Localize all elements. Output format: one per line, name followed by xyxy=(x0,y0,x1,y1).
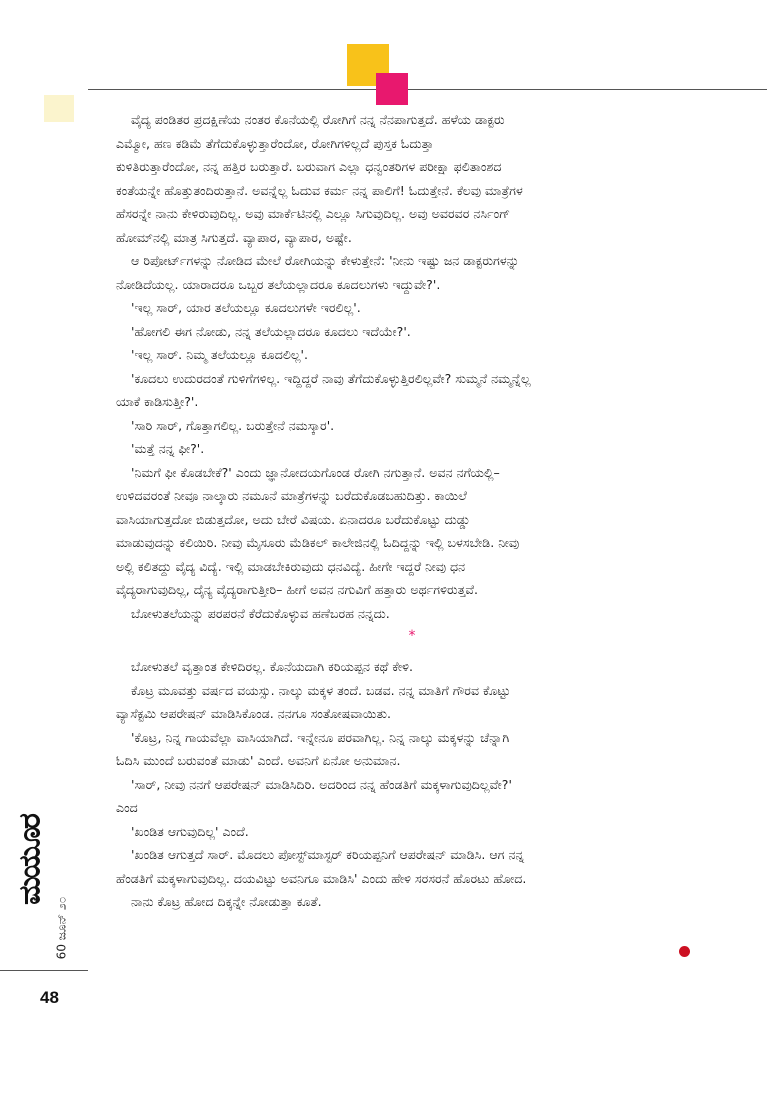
end-mark-dot xyxy=(679,946,690,957)
text-line: ಬೋಳುತಲೆಯನ್ನು ಪರಪರನೆ ಕೆರೆದುಕೊಳ್ಳುವ ಹಣೆಬರಹ ನನ್ನದು. xyxy=(131,605,390,621)
header-rule xyxy=(88,89,767,90)
text-line: ಎಮ್ಮೋ, ಹಣ ಕಡಿಮೆ ತೆಗೆದುಕೊಳ್ಳುತ್ತಾರೆಂದೋ, ರೋಗಿಗಳಿಲ್ಲದೆ ಪುಸ್ತಕ ಓದುತ್ತಾ xyxy=(116,135,434,151)
text-line: ಮಾಡುವುದನ್ನು ಕಲಿಯಿರಿ. ನೀವು ಮೈಸೂರು ಮೆಡಿಕಲ್ ಕಾಲೇಜಿನಲ್ಲಿ ಓದಿದ್ದನ್ನು ಇಲ್ಲಿ ಬಳಸಬೇಡಿ. ನೀವು xyxy=(116,535,520,550)
text-line: 'ಖಂಡಿತ ಆಗುವುದಿಲ್ಲ' ಎಂದೆ. xyxy=(131,823,249,839)
text-line: ಕೊಟ್ರ ಮೂವತ್ತು ವರ್ಷದ ವಯಸ್ಸು. ನಾಲ್ಕು ಮಕ್ಕಳ ತಂದೆ. ಬಡವ. ನನ್ನ ಮಾತಿಗೆ ಗೌರವ ಕೊಟ್ಟು xyxy=(131,682,511,698)
text-line: 'ಸಾರ್, ನೀವು ನನಗೆ ಆಪರೇಷನ್ ಮಾಡಿಸಿದಿರಿ. ಅದರಿಂದ ನನ್ನ ಹೆಂಡತಿಗೆ ಮಕ್ಕಳಾಗುವುದಿಲ್ಲವೇ?' xyxy=(131,776,512,792)
text-line: ಹೋಮ್‌ನಲ್ಲಿ ಮಾತ್ರ ಸಿಗುತ್ತದೆ. ವ್ಯಾಪಾರ, ವ್ಯಾಪಾರ, ಅಷ್ಟೇ. xyxy=(116,229,352,245)
text-line: ವ್ಯಾಸೆಕ್ಟಮಿ ಆಪರೇಷನ್ ಮಾಡಿಸಿಕೊಂಡ. ನನಗೂ ಸಂತೋಷವಾಯಿತು. xyxy=(116,706,392,721)
text-line: 'ಕೂದಲು ಉದುರದಂತೆ ಗುಳಿಗೆಗಳಿಲ್ಲ. ಇದ್ದಿದ್ದರೆ ನಾವು ತೆಗೆದುಕೊಳ್ಳುತ್ತಿರಲಿಲ್ಲವೇ? ಸುಮ್ಮನೆ ನಮ್ಮನ್ನೆಲ್ಲ xyxy=(131,370,531,386)
text-line: ಓದಿಸಿ ಮುಂದೆ ಬರುವಂತೆ ಮಾಡು' ಎಂದೆ. ಅವನಿಗೆ ಏನೋ ಅನುಮಾನ. xyxy=(116,753,401,768)
magazine-brand: ಮಯೂರ xyxy=(12,815,48,905)
text-line: 'ಇಲ್ಲ ಸಾರ್. ನಿಮ್ಮ ತಲೆಯಲ್ಲೂ ಕೂದಲಿಲ್ಲ'. xyxy=(131,347,308,362)
page-number: 48 xyxy=(40,988,59,1007)
text-line: ಬೋಳುತಲೆ ವೃತ್ತಾಂತ ಕೇಳಿದಿರಲ್ಲ. ಕೊನೆಯದಾಗಿ ಕರಿಯಪ್ಪನ ಕಥೆ ಕೇಳಿ. xyxy=(131,659,413,674)
text-line: ನೋಡಿದೆಯಲ್ಲ. ಯಾರಾದರೂ ಒಬ್ಬರ ತಲೆಯಲ್ಲಾದರೂ ಕೂದಲುಗಳು ಇದ್ದುವೇ?'. xyxy=(116,276,441,292)
decor-square-pink xyxy=(376,73,408,105)
issue-label: 60 ಜೂನ್ ೨೦ xyxy=(54,896,69,960)
article-body xyxy=(116,108,696,914)
text-line: ಕುಳಿತಿರುತ್ತಾರೆಂದೋ, ನನ್ನ ಹತ್ತಿರ ಬರುತ್ತಾರೆ. ಬರುವಾಗ ಎಲ್ಲಾ ಧನ್ವಂತರಿಗಳ ಪರೀಕ್ಷಾ ಫಲಿತಾಂಶದ xyxy=(116,159,502,174)
text-line: ವಾಸಿಯಾಗುತ್ತದೋ ಬಿಡುತ್ತದೋ, ಅದು ಬೇರೆ ವಿಷಯ. ಏನಾದರೂ ಬರೆದುಕೊಟ್ಟು ದುಡ್ಡು xyxy=(116,511,471,527)
text-line: ವೈದ್ಯರಾಗುವುದಿಲ್ಲ, ದೈನ್ಯ ವೈದ್ಯರಾಗುತ್ತೀರಿ– ಹೀಗೆ ಅವನ ನಗುವಿಗೆ ಹತ್ತಾರು ಅರ್ಥಗಳಿರುತ್ತವೆ. xyxy=(116,582,478,597)
page-number-rule xyxy=(0,970,88,971)
text-line: 'ಮತ್ತೆ ನನ್ನ ಫೀ?'. xyxy=(131,441,205,456)
decor-square-pale xyxy=(44,95,74,122)
text-line: ಆ ರಿಪೋರ್ಟ್‌ಗಳನ್ನು ನೋಡಿದ ಮೇಲೆ ರೋಗಿಯನ್ನು ಕೇಳುತ್ತೇನೆ: 'ನೀನು ಇಷ್ಟು ಜನ ಡಾಕ್ಟರುಗಳನ್ನು xyxy=(131,253,520,268)
text-line: ಉಳಿದವರಂತೆ ನೀವೂ ನಾಲ್ಕಾರು ನಮೂನೆ ಮಾತ್ರೆಗಳನ್ನು ಬರೆದುಕೊಡಬಹುದಿತ್ತು. ಕಾಯಿಲೆ xyxy=(116,488,467,503)
text-line: ಹೆಂಡತಿಗೆ ಮಕ್ಕಳಾಗುವುದಿಲ್ಲ. ದಯವಿಟ್ಟು ಅವನಿಗೂ ಮಾಡಿಸಿ' ಎಂದು ಹೇಳಿ ಸರಸರನೆ ಹೊರಟು ಹೋದ. xyxy=(116,870,527,886)
text-line: 'ನಿಮಗೆ ಫೀ ಕೊಡಬೇಕೆ?' ಎಂದು ಜ್ಞಾನೋದಯಗೊಂಡ ರೋಗಿ ನಗುತ್ತಾನೆ. ಅವನ ನಗೆಯಲ್ಲಿ– xyxy=(131,464,500,480)
text-line: ಯಾಕೆ ಕಾಡಿಸುತ್ತೀ?'. xyxy=(116,394,199,409)
section-separator: * xyxy=(408,628,416,644)
text-line: ಹೆಸರನ್ನೇ ನಾನು ಕೇಳಿರುವುದಿಲ್ಲ. ಅವು ಮಾರ್ಕೆಟಿನಲ್ಲಿ ಎಲ್ಲೂ ಸಿಗುವುದಿಲ್ಲ. ಅವು ಅವರವರ ನರ್ಸಿಂಗ್ xyxy=(116,206,511,221)
text-line: ವೈದ್ಯ ಪಂಡಿತರ ಪ್ರದಕ್ಷಿಣೆಯ ನಂತರ ಕೊನೆಯಲ್ಲಿ ರೋಗಿಗೆ ನನ್ನ ನೆನಪಾಗುತ್ತದೆ. ಹಳೆಯ ಡಾಕ್ಟರು xyxy=(131,112,505,127)
text-line: ನಾನು ಕೊಟ್ರ ಹೋದ ದಿಕ್ಕನ್ನೇ ನೋಡುತ್ತಾ ಕೂತೆ. xyxy=(131,894,322,909)
text-line: ಅಲ್ಲಿ ಕಲಿತದ್ದು ವೈದ್ಯ ವಿದ್ಯೆ. ಇಲ್ಲಿ ಮಾಡಬೇಕಿರುವುದು ಧನವಿದ್ಯೆ. ಹೀಗೇ ಇದ್ದರೆ ನೀವು ಧನ xyxy=(116,558,466,574)
text-line: ಕಂತೆಯನ್ನೇ ಹೊತ್ತುತಂದಿರುತ್ತಾನೆ. ಅವನ್ನೆಲ್ಲ ಓದುವ ಕರ್ಮ ನನ್ನ ಪಾಲಿಗೆ! ಓದುತ್ತೇನೆ. ಕೆಲವು ಮಾತ್ರೆಗಳ xyxy=(116,182,523,198)
text-line: 'ಸಾರಿ ಸಾರ್, ಗೊತ್ತಾಗಲಿಲ್ಲ. ಬರುತ್ತೇನೆ ನಮಸ್ಕಾರ'. xyxy=(131,417,335,433)
text-line: 'ಕೊಟ್ರ, ನಿನ್ನ ಗಾಯವೆಲ್ಲಾ ವಾಸಿಯಾಗಿದೆ. ಇನ್ನೇನೂ ಪರವಾಗಿಲ್ಲ. ನಿನ್ನ ನಾಲ್ಕು ಮಕ್ಕಳನ್ನು ಚೆನ್ನಾಗಿ xyxy=(131,729,510,745)
text-line: 'ಇಲ್ಲ ಸಾರ್, ಯಾರ ತಲೆಯಲ್ಲೂ ಕೂದಲುಗಳೇ ಇರಲಿಲ್ಲ'. xyxy=(131,300,361,315)
text-line: 'ಹೋಗಲಿ ಈಗ ನೋಡು, ನನ್ನ ತಲೆಯಲ್ಲಾದರೂ ಕೂದಲು ಇದೆಯೇ?'. xyxy=(131,323,411,339)
text-line: ಎಂದ xyxy=(116,800,138,815)
text-line: 'ಖಂಡಿತ ಆಗುತ್ತದೆ ಸಾರ್. ಮೊದಲು ಪೋಸ್ಟ್‌ಮಾಸ್ಟರ್ ಕರಿಯಪ್ಪನಿಗೆ ಆಪರೇಷನ್ ಮಾಡಿಸಿ. ಆಗ ನನ್ನ xyxy=(131,847,525,862)
